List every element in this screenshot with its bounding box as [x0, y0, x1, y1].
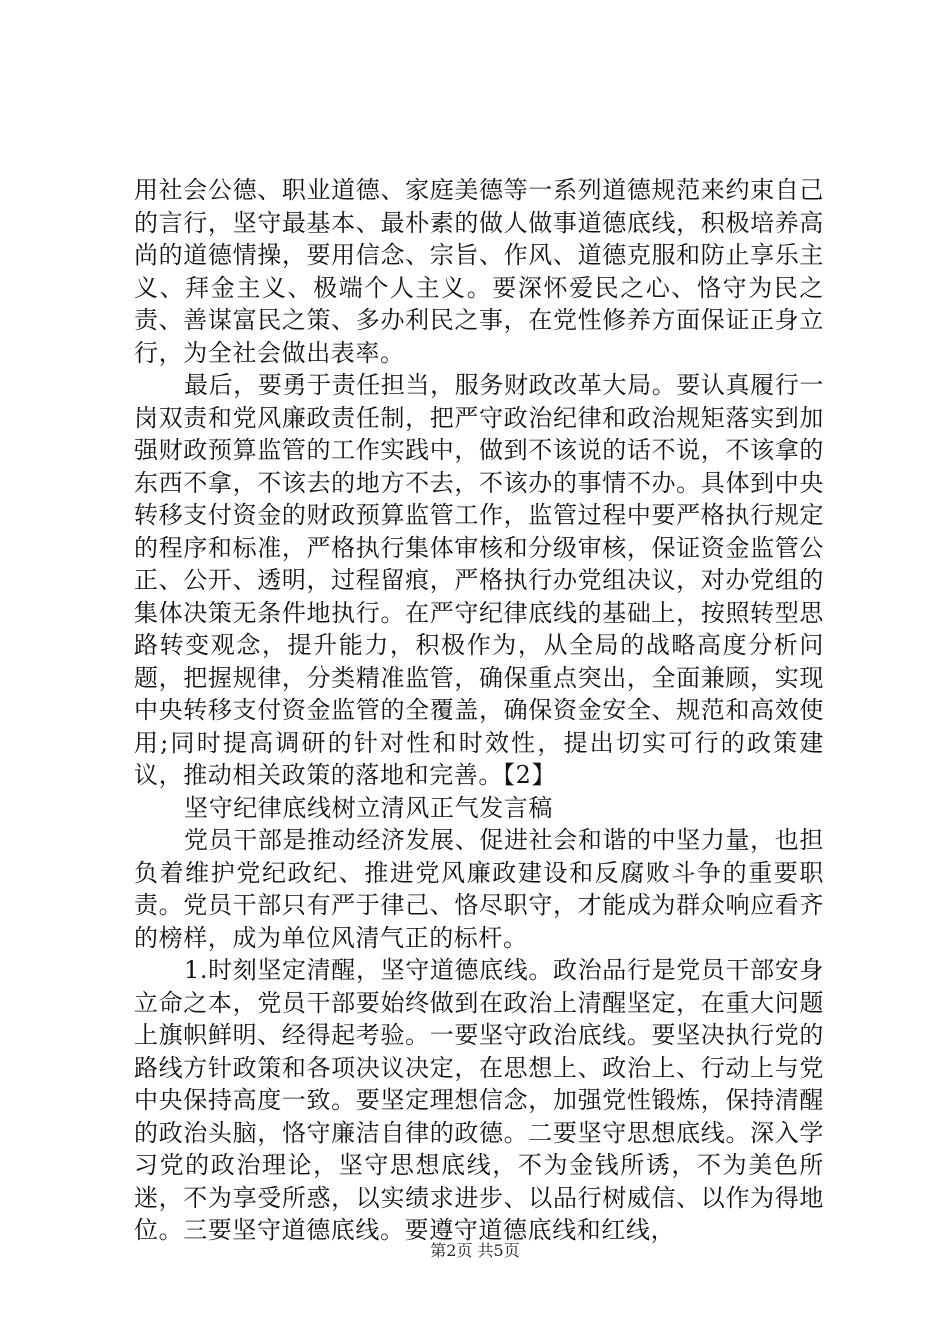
document-body	[134, 174, 824, 1247]
paragraph-intro: 党员干部是推动经济发展、促进社会和谐的中坚力量，也担负着维护党纪政纪、推进党风廉政建设和反腐败斗争的重要职责。党员干部只有严于律己、恪尽职守，才能成为群众响应看齐的榜样，成为单位风清气正的标杆。	[134, 826, 824, 952]
paragraph-responsibility: 最后，要勇于责任担当，服务财政改革大局。要认真履行一岗双责和党风廉政责任制，把严守政治纪律和政治规矩落实到加强财政预算监管的工作实践中，做到不该说的话不说，不该拿的东西不拿，不该去的地方不去，不该办的事情不办。具体到中央转移支付资金的财政预算监管工作，监管过程中要严格执行规定的程序和标准，严格执行集体审核和分级审核，保证资金监管公正、公开、透明，过程留痕，严格执行办党组决议，对办党组的集体决策无条件地执行。在严守纪律底线的基础上，按照转型思路转变观念，提升能力，积极作为，从全局的战略高度分析问题，把握规律，分类精准监管，确保重点突出，全面兼顾，实现中央转移支付资金监管的全覆盖，确保资金安全、规范和高效使用;同时提高调研的针对性和时效性，提出切实可行的政策建议，推动相关政策的落地和完善。【2】	[134, 371, 824, 789]
paragraph-point-1: 1.时刻坚定清醒，坚守道德底线。政治品行是党员干部安身立命之本，党员干部要始终做到在政治上清醒坚定，在重大问题上旗帜鲜明、经得起考验。一要坚守政治底线。要坚决执行党的路线方针政策和各项决议决定，在思想上、政治上、行动上与党中央保持高度一致。要坚定理想信念，加强党性锻炼，保持清醒的政治头脑，恪守廉洁自律的政德。二要坚守思想底线。深入学习党的政治理论，坚守思想底线，不为金钱所诱，不为美色所迷，不为享受所惑，以实绩求进步、以品行树威信、以作为得地位。三要坚守道德底线。要遵守道德底线和红线，	[134, 956, 824, 1244]
section-title: 坚守纪律底线树立清风正气发言稿	[184, 793, 553, 822]
page-number-footer: 第2页 共5页	[430, 1241, 520, 1260]
paragraph-continuation: 用社会公德、职业道德、家庭美德等一系列道德规范来约束自己的言行，坚守最基本、最朴素的做人做事道德底线，积极培养高尚的道德情操，要用信念、宗旨、作风、道德克服和防止享乐主义、拜金主义、极端个人主义。要深怀爱民之心、恪守为民之责、善谋富民之策、多办利民之事，在党性修养方面保证正身立行，为全社会做出表率。	[134, 176, 824, 367]
